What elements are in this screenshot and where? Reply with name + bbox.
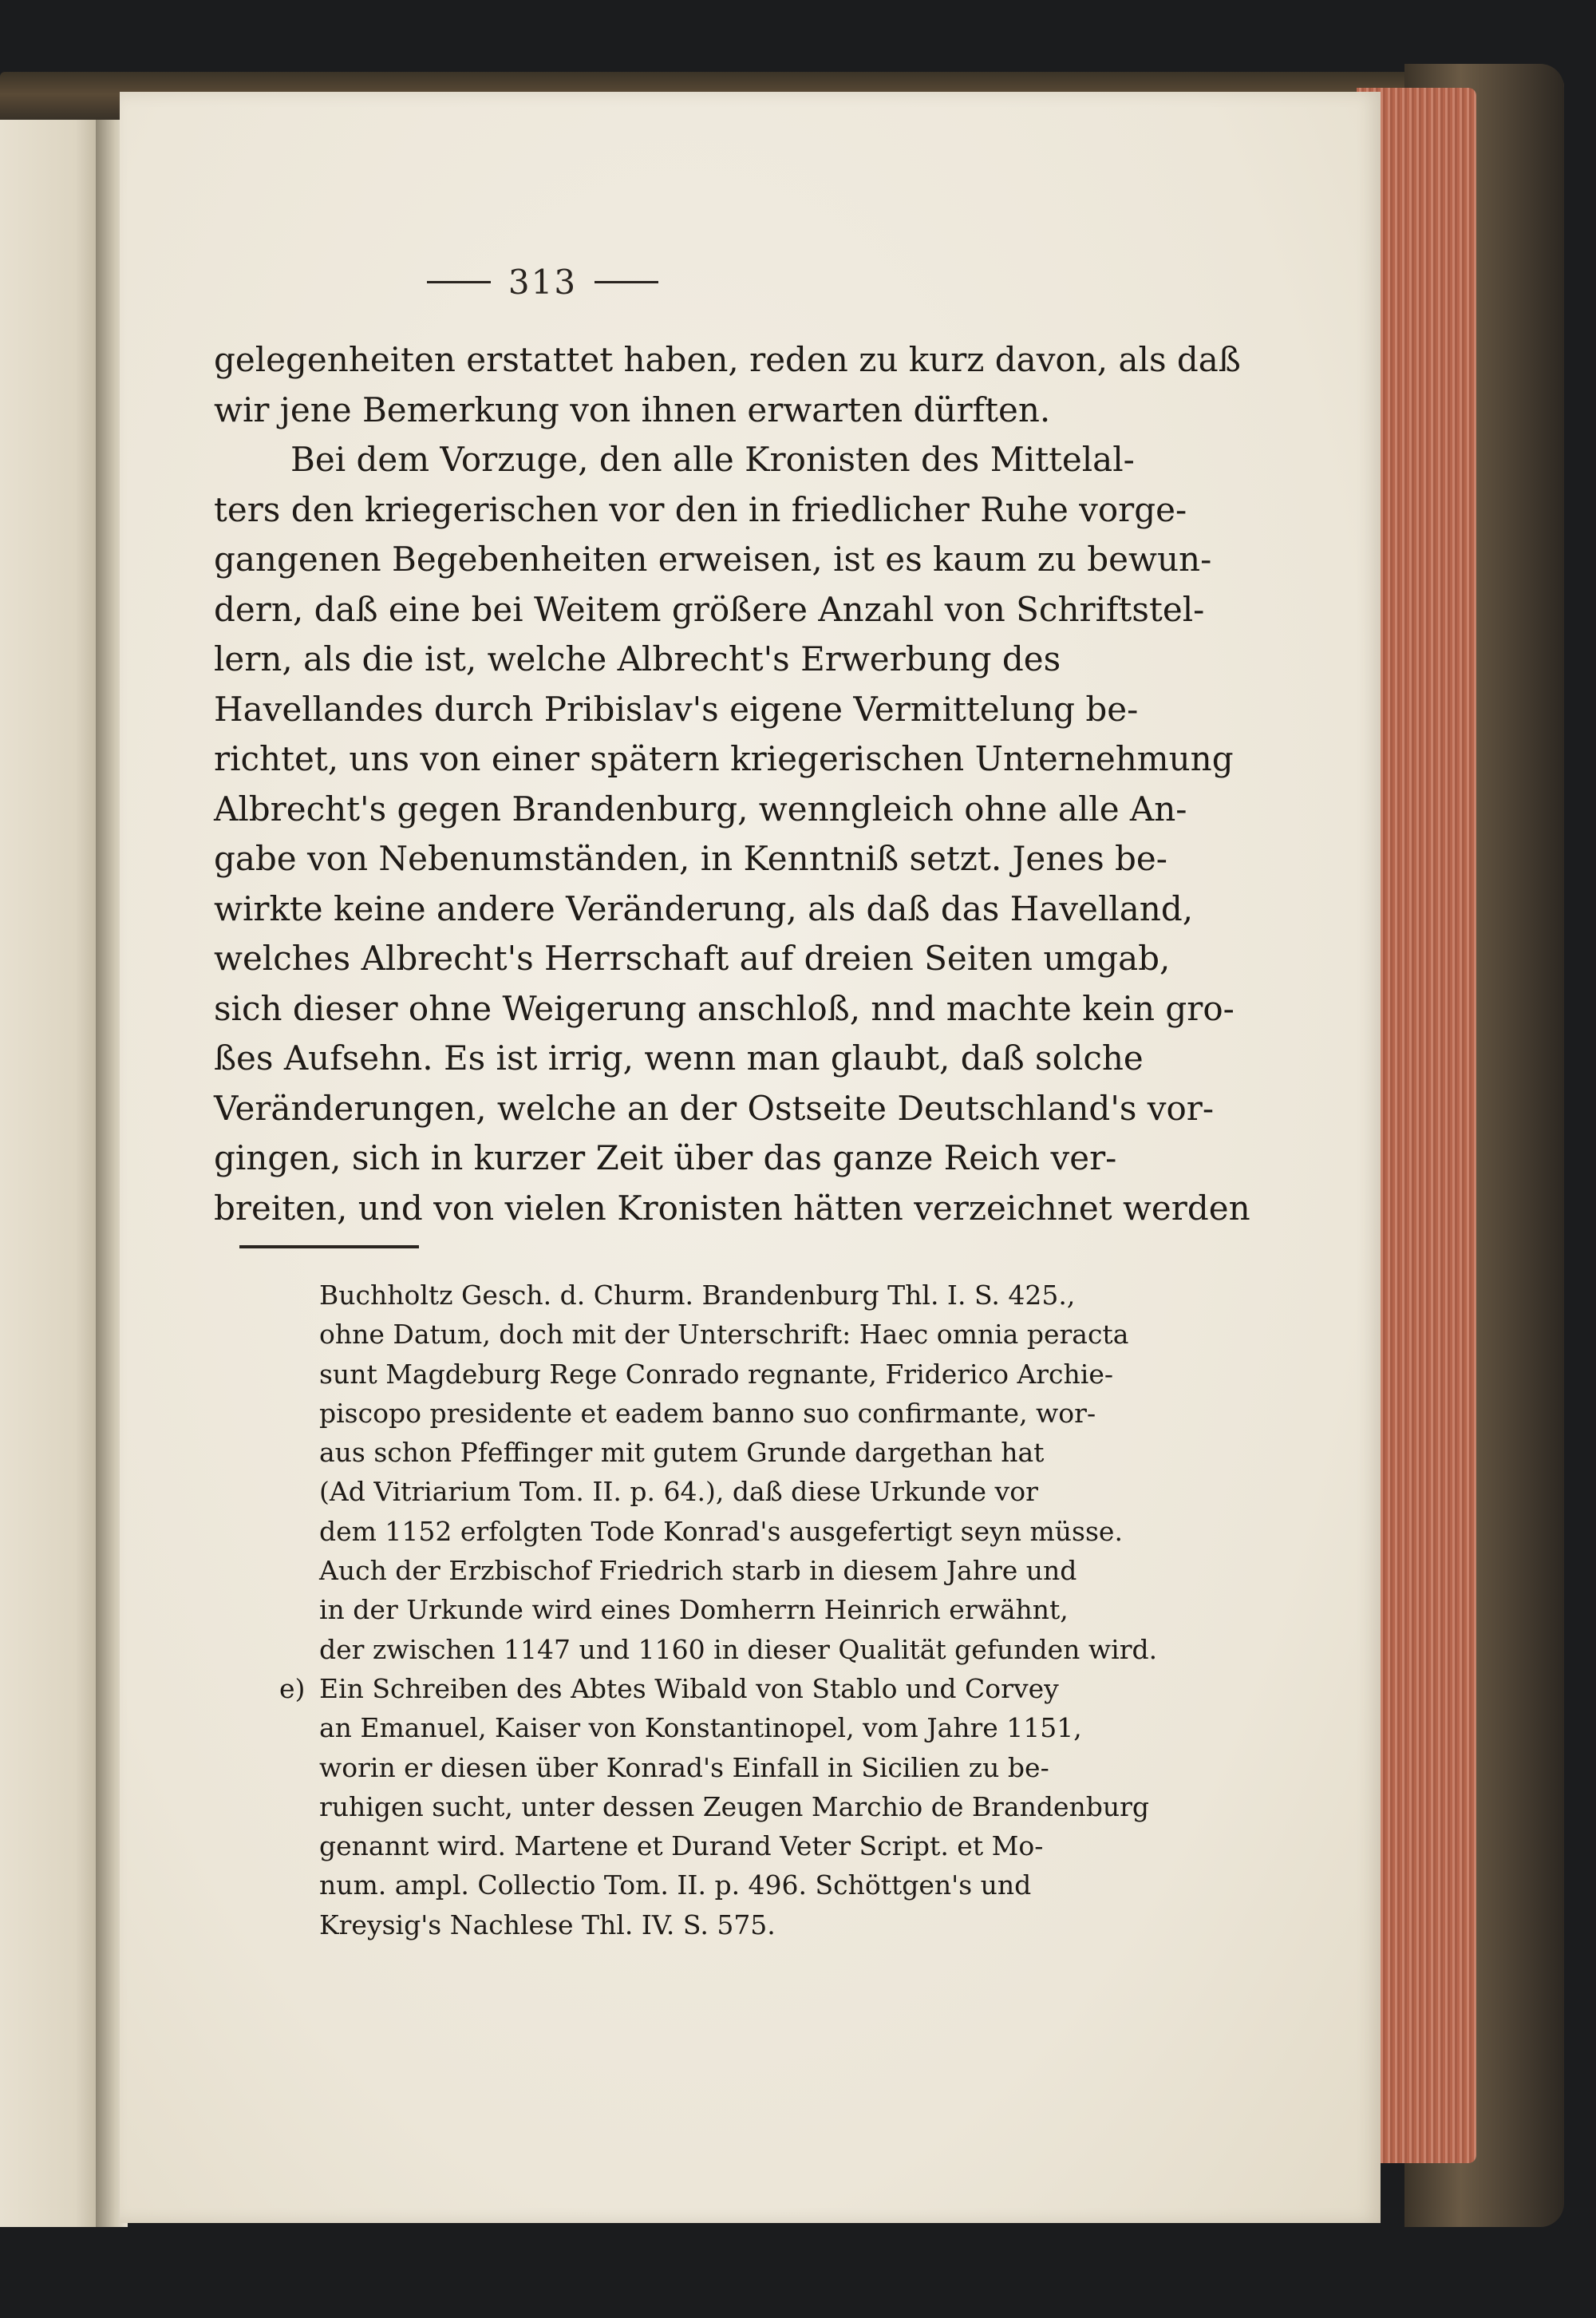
footnote-line: sunt Magdeburg Rege Conrado regnante, Friderico Archie- <box>319 1358 1114 1390</box>
footnote-line: aus schon Pfeffinger mit gutem Grunde dargethan hat <box>319 1437 1045 1469</box>
header-rule-right <box>595 281 658 283</box>
page-number: 313 <box>508 262 578 302</box>
footnote-separator <box>239 1245 419 1248</box>
footnote-marker: e) <box>279 1672 306 1704</box>
body-line: gingen, sich in kurzer Zeit über das ganze Reich ver- <box>214 1138 1117 1177</box>
body-line: ßes Aufsehn. Es ist irrig, wenn man glaubt, daß solche <box>214 1038 1144 1078</box>
body-line: sich dieser ohne Weigerung anschloß, nnd machte kein gro- <box>214 988 1235 1028</box>
body-line: breiten, und von vielen Kronisten hätten verzeichnet werden <box>214 1188 1250 1228</box>
page-header <box>263 259 822 304</box>
footnote-line: ohne Datum, doch mit der Unterschrift: Haec omnia peracta <box>319 1319 1129 1351</box>
body-line: dern, daß eine bei Weitem größere Anzahl von Schriftstel- <box>214 589 1205 629</box>
footnote-line: der zwischen 1147 und 1160 in dieser Qualität gefunden wird. <box>319 1633 1158 1665</box>
footnote-line: num. ampl. Collectio Tom. II. p. 496. Schöttgen's und <box>319 1869 1032 1901</box>
footnotes <box>279 1276 1169 1944</box>
footnote-line: an Emanuel, Kaiser von Konstantinopel, vom Jahre 1151, <box>319 1712 1082 1744</box>
footnote-line: Buchholtz Gesch. d. Churm. Brandenburg Thl. I. S. 425., <box>319 1280 1076 1311</box>
footnote-line: Kreysig's Nachlese Thl. IV. S. 575. <box>319 1909 776 1940</box>
footnote-line: piscopo presidente et eadem banno suo confirmante, wor- <box>319 1397 1096 1429</box>
body-line: lern, als die ist, welche Albrecht's Erwerbung des <box>214 639 1061 678</box>
footnote-line-text: Ein Schreiben des Abtes Wibald von Stablo und Corvey <box>319 1672 1059 1704</box>
previous-page <box>0 120 108 2227</box>
body-line: Bei dem Vorzuge, den alle Kronisten des Mittelal- <box>290 440 1135 479</box>
footnote-line: ruhigen sucht, unter dessen Zeugen Marchio de Brandenburg <box>319 1790 1150 1822</box>
body-line: gelegenheiten erstattet haben, reden zu kurz davon, als daß <box>214 340 1241 379</box>
body-line: Havellandes durch Pribislav's eigene Vermittelung be- <box>214 689 1139 729</box>
body-line: Albrecht's gegen Brandenburg, wenngleich ohne alle An- <box>214 789 1187 829</box>
footnote-line: Auch der Erzbischof Friedrich starb in diesem Jahre und <box>319 1555 1077 1587</box>
footnote-line: worin er diesen über Konrad's Einfall in Sicilien zu be- <box>319 1751 1049 1783</box>
body-line: wir jene Bemerkung von ihnen erwarten dürften. <box>214 390 1051 429</box>
body-line: gabe von Nebenumständen, in Kenntniß setzt. Jenes be- <box>214 839 1167 878</box>
footnote-line <box>279 1669 1169 1708</box>
body-line: Veränderungen, welche an der Ostseite Deutschland's vor- <box>214 1088 1215 1128</box>
body-line: richtet, uns von einer spätern kriegerischen Unternehmung <box>214 739 1234 778</box>
footnote-line: (Ad Vitriarium Tom. II. p. 64.), daß diese Urkunde vor <box>319 1476 1038 1508</box>
body-text <box>214 335 1250 1233</box>
body-line: ters den kriegerischen vor den in friedlicher Ruhe vorge- <box>214 489 1187 529</box>
body-line: gangenen Begebenheiten erweisen, ist es kaum zu bewun- <box>214 540 1212 579</box>
footnote-line: genannt wird. Martene et Durand Veter Script. et Mo- <box>319 1830 1044 1862</box>
footnote-line: in der Urkunde wird eines Domherrn Heinrich erwähnt, <box>319 1594 1069 1626</box>
body-line: welches Albrecht's Herrschaft auf dreien Seiten umgab, <box>214 939 1171 978</box>
body-line: wirkte keine andere Veränderung, als daß das Havelland, <box>214 888 1194 928</box>
footnote-line: dem 1152 erfolgten Tode Konrad's ausgefertigt seyn müsse. <box>319 1515 1123 1547</box>
header-rule-left <box>427 281 491 283</box>
